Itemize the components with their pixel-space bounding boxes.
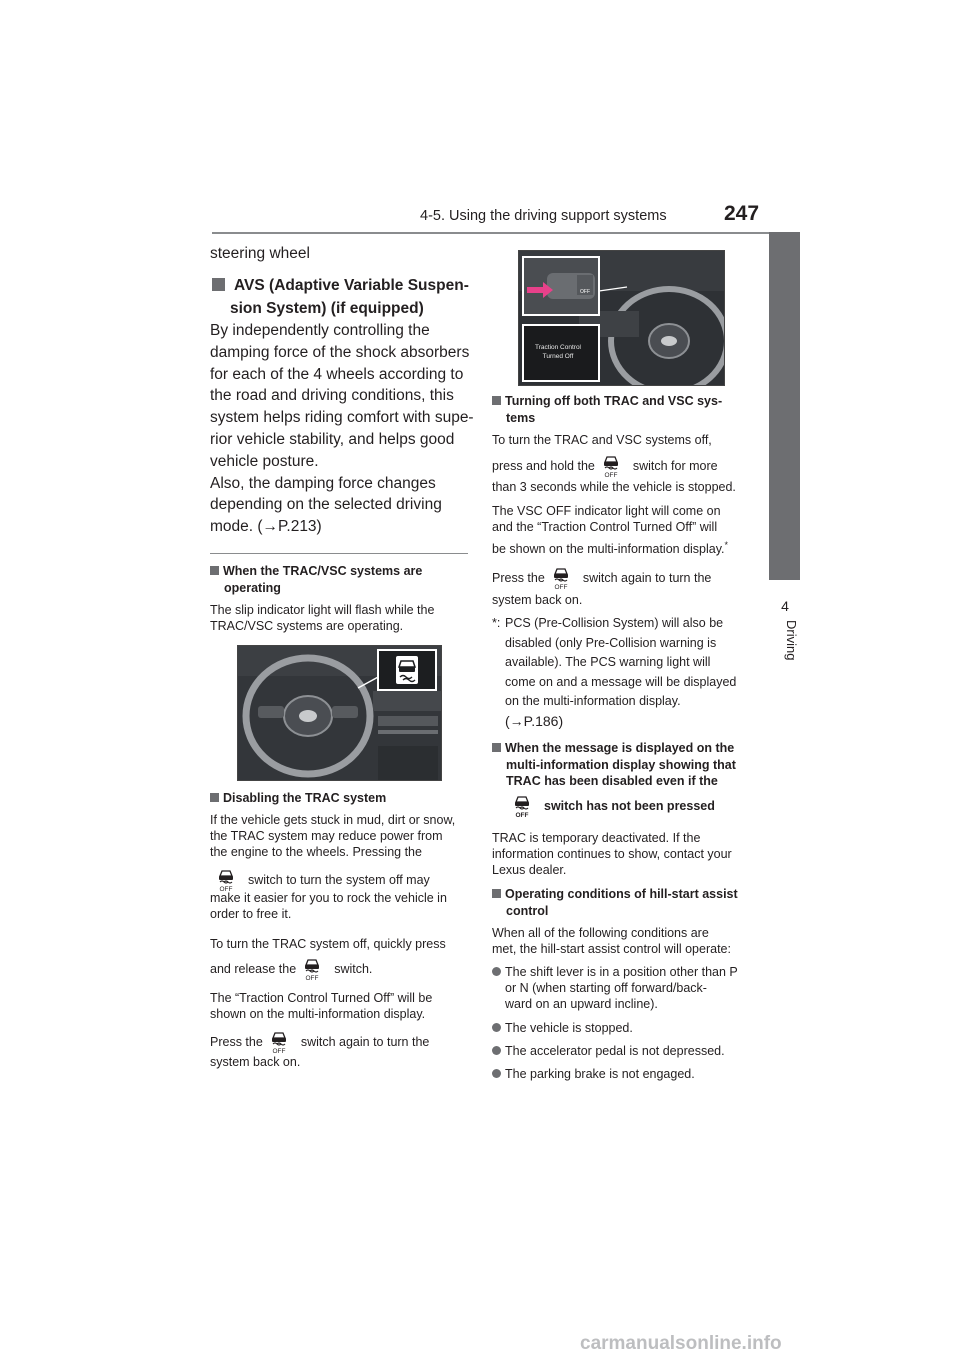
footnote: *: PCS (Pre-Collision System) will also be disabled (only Pre-Collision warning is available). The PCS warning light will come on and a message will be displayed on the multi-information display. (→P.186) bbox=[492, 616, 737, 729]
list-item: The shift lever is in a position other than P or N (when starting off forward/back- ward on an upward incline). bbox=[492, 964, 754, 1013]
chapter-tab-bar bbox=[769, 232, 800, 580]
page-number: 247 bbox=[724, 202, 760, 225]
chapter-label: Driving bbox=[784, 620, 799, 661]
svg-text:OFF: OFF bbox=[580, 289, 590, 295]
heading-marker-icon bbox=[492, 889, 501, 898]
slip-indicator-photo bbox=[237, 645, 442, 781]
message-heading: When the message is displayed on the multi-information display showing that TRAC has been disabled even if the switch has not been pressed bbox=[492, 740, 754, 818]
both-off-body-3: than 3 seconds while the vehicle is stopped. bbox=[492, 480, 736, 494]
vsc-off-body: The VSC OFF indicator light will come on and the “Traction Control Turned Off” will be shown on the multi-information display.* bbox=[492, 504, 729, 557]
heading-marker-icon bbox=[492, 743, 501, 752]
section-divider bbox=[210, 553, 468, 554]
vsc-off-icon bbox=[599, 454, 623, 478]
continued-text: steering wheel bbox=[210, 245, 310, 262]
heading-marker-icon bbox=[210, 566, 219, 575]
vsc-off-icon bbox=[214, 868, 238, 892]
heading-marker-icon bbox=[212, 278, 225, 291]
list-item: The accelerator pedal is not depressed. bbox=[492, 1043, 754, 1059]
vsc-off-icon bbox=[549, 566, 573, 590]
vsc-off-icon bbox=[510, 794, 534, 818]
disabling-body-2: switch to turn the system off may make it easier for you to rock the vehicle in order to free it. bbox=[210, 868, 472, 922]
hill-start-heading: Operating conditions of hill-start assist control bbox=[492, 886, 754, 919]
vsc-off-icon bbox=[300, 957, 324, 981]
avs-body: By independently controlling the damping force of the shock absorbers for each of the 4 wheels according to the road and driving conditions, this system helps riding comfort with supe- rior vehicle stability, and helps good vehicle posture. Also, the damping force changes depending on the selected driving mode. (→P.213) bbox=[210, 322, 474, 536]
disabling-heading: Disabling the TRAC system bbox=[210, 790, 386, 807]
press-again-text-2: system back on. bbox=[210, 1055, 301, 1069]
both-off-body-2: press and hold the switch for more bbox=[492, 454, 718, 478]
turn-off-text-1: To turn the TRAC system off, quickly press bbox=[210, 937, 446, 951]
screen-message: Traction Control Turned Off bbox=[535, 344, 581, 360]
both-off-heading: Turning off both TRAC and VSC sys- tems bbox=[492, 393, 754, 426]
message-body: TRAC is temporary deactivated. If the information continues to show, contact your Lexus dealer. bbox=[492, 831, 732, 878]
bullet-icon bbox=[492, 1023, 501, 1032]
press-again-text-right: Press the switch again to turn the bbox=[492, 566, 711, 590]
header-rule bbox=[212, 232, 800, 234]
press-again-text: Press the switch again to turn the bbox=[210, 1030, 429, 1054]
bullet-icon bbox=[492, 1046, 501, 1055]
bullet-icon bbox=[492, 967, 501, 976]
vsc-switch-photo bbox=[518, 250, 725, 386]
turn-off-text-2: and release the switch. bbox=[210, 957, 372, 981]
disabling-body: If the vehicle gets stuck in mud, dirt or snow, the TRAC system may reduce power from the engine to the wheels. Pressing the bbox=[210, 813, 456, 860]
avs-heading: AVS (Adaptive Variable Suspen- sion System) (if equipped) bbox=[212, 274, 482, 320]
press-again-text-right-2: system back on. bbox=[492, 593, 583, 607]
both-off-body-1: To turn the TRAC and VSC systems off, bbox=[492, 433, 712, 447]
traction-message-text: The “Traction Control Turned Off” will be shown on the multi-information display. bbox=[210, 991, 433, 1022]
chapter-number: 4 bbox=[781, 598, 789, 614]
heading-marker-icon bbox=[492, 396, 501, 405]
bullet-icon bbox=[492, 1069, 501, 1078]
hill-start-conditions bbox=[492, 964, 754, 1082]
heading-marker-icon bbox=[210, 793, 219, 802]
list-item: The vehicle is stopped. bbox=[492, 1020, 754, 1036]
trac-operating-body: The slip indicator light will flash while the TRAC/VSC systems are operating. bbox=[210, 603, 435, 634]
vsc-off-icon bbox=[267, 1030, 291, 1054]
watermark: carmanualsonline.info bbox=[580, 1333, 782, 1354]
list-item: The parking brake is not engaged. bbox=[492, 1066, 754, 1082]
trac-operating-heading: When the TRAC/VSC systems are operating bbox=[210, 563, 470, 596]
slip-indicator-icon bbox=[396, 656, 418, 684]
hill-start-body: When all of the following conditions are met, the hill-start assist control will operate: bbox=[492, 926, 731, 957]
section-title: 4-5. Using the driving support systems bbox=[420, 208, 667, 224]
